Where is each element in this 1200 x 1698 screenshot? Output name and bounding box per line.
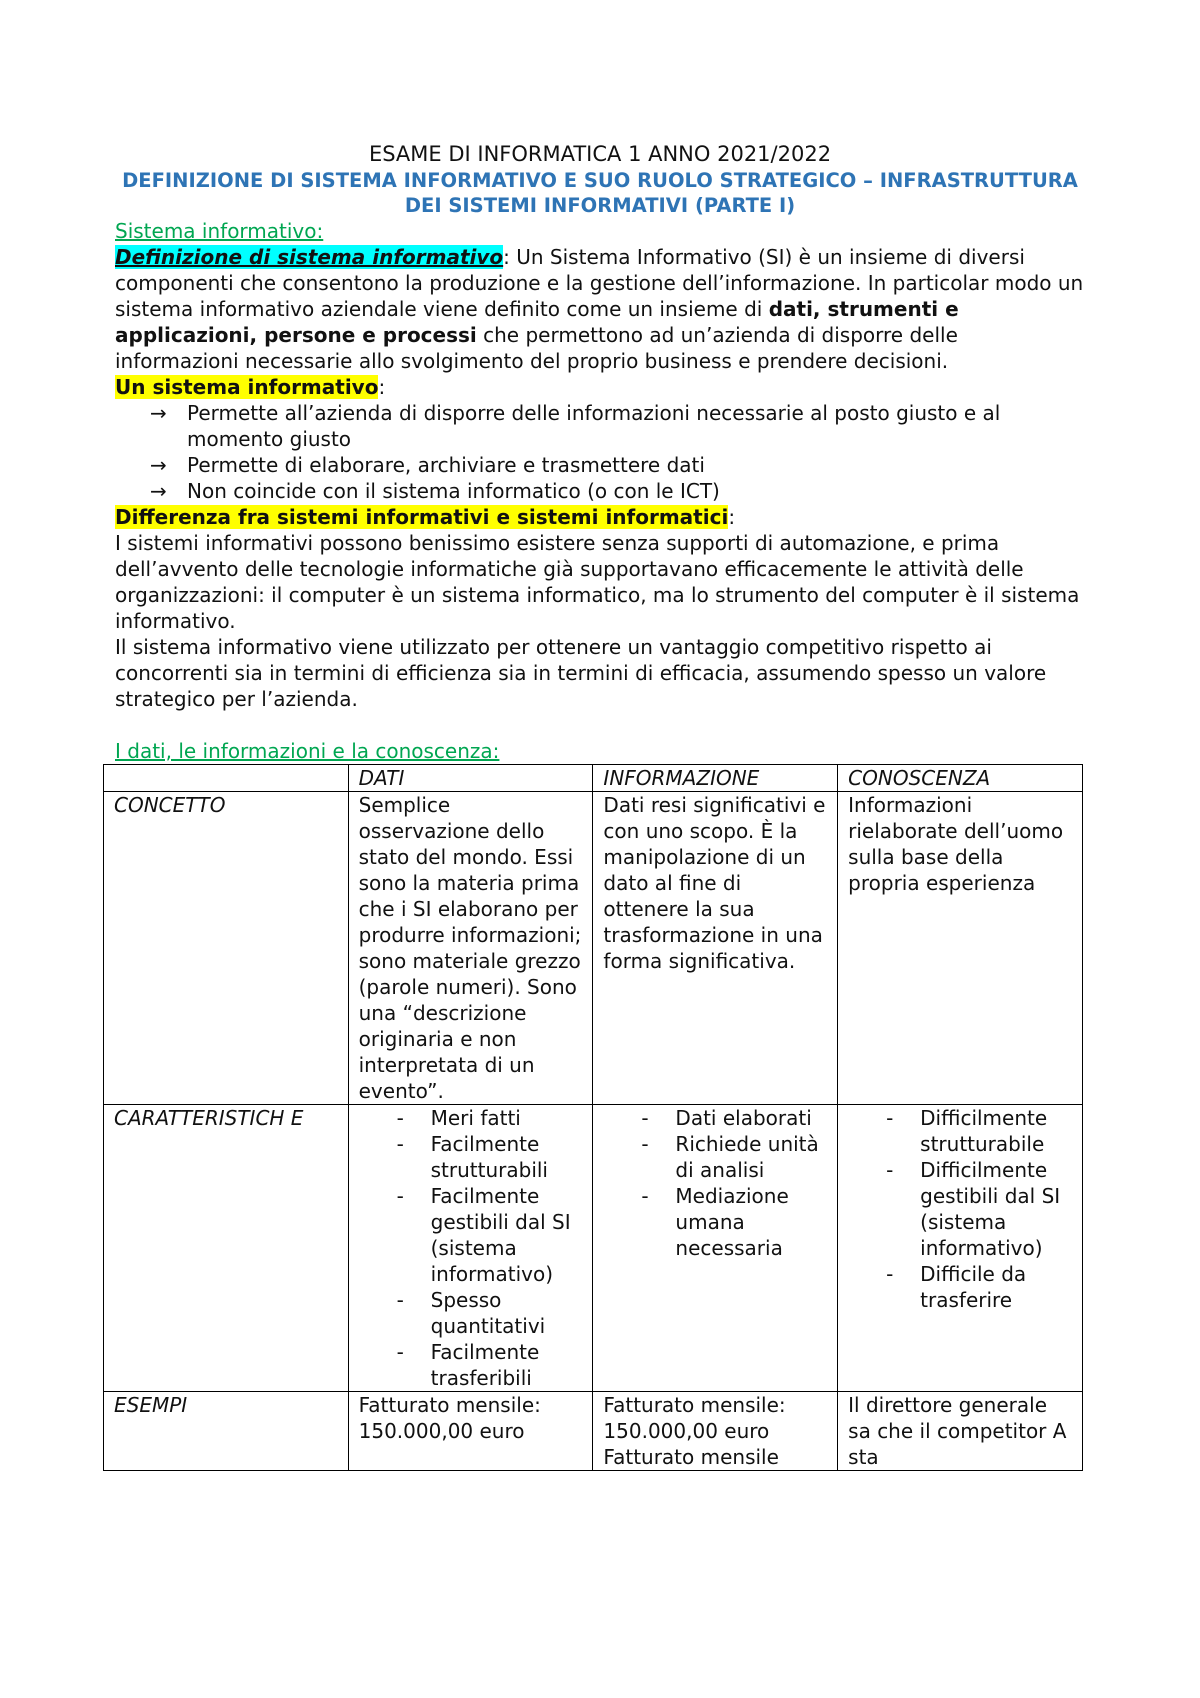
- table-header-row: [104, 765, 1083, 792]
- table-header-cell: CONOSCENZA: [838, 765, 1083, 792]
- document-subtitle: DEFINIZIONE DI SISTEMA INFORMATIVO E SUO RUOLO STRATEGICO – INFRASTRUTTURA DEI SISTEMI INFORMATIVI (PARTE I): [122, 169, 1078, 217]
- table-cell: Fatturato mensile: 150.000,00 euro Fatturato mensile: [593, 1392, 838, 1471]
- table-header-cell: DATI: [348, 765, 593, 792]
- difference-label: Differenza fra sistemi informativi e sistemi informatici: [115, 505, 729, 529]
- table-cell: Fatturato mensile: 150.000,00 euro: [348, 1392, 593, 1471]
- difference-label-line: [115, 504, 1085, 530]
- table-row: [104, 1105, 1083, 1392]
- row-header-esempi: ESEMPI: [104, 1392, 349, 1471]
- table-header-cell: [104, 765, 349, 792]
- dash-list: [848, 1105, 1072, 1313]
- list-item: [848, 1105, 1072, 1157]
- list-item-text: Difficile da trasferire: [920, 1262, 1027, 1312]
- list-item: [359, 1105, 583, 1131]
- dash-icon: -: [396, 1106, 404, 1130]
- si-bullet-list: [115, 400, 1085, 504]
- si-colon: :: [378, 375, 386, 399]
- list-item-text: Mediazione umana necessaria: [675, 1184, 789, 1260]
- table-cell: [838, 1105, 1083, 1392]
- list-item-text: Facilmente strutturabili: [430, 1132, 548, 1182]
- dash-icon: -: [396, 1184, 404, 1208]
- list-item: [603, 1183, 827, 1261]
- table-cell: [348, 1105, 593, 1392]
- table-cell: Semplice osservazione dello stato del mondo. Essi sono la materia prima che i SI elaborano per produrre informazioni; sono materiale grezzo (parole numeri). Sono una “descrizione originaria e non interpretata di un evento”.: [348, 792, 593, 1105]
- arrow-icon: →: [150, 479, 167, 503]
- list-item-text: Difficilmente strutturabile: [920, 1106, 1048, 1156]
- list-item-text: Spesso quantitativi: [430, 1288, 546, 1338]
- list-item: [359, 1339, 583, 1391]
- dash-icon: -: [641, 1184, 649, 1208]
- list-item: [359, 1287, 583, 1339]
- list-item-text: Permette di elaborare, archiviare e trasmettere dati: [187, 453, 705, 477]
- table-cell: Dati resi significativi e con uno scopo. È la manipolazione di un dato al fine di ottenere la sua trasformazione in una forma significativa.: [593, 792, 838, 1105]
- dash-icon: -: [641, 1106, 649, 1130]
- arrow-icon: →: [150, 401, 167, 425]
- list-item: [359, 1131, 583, 1183]
- list-item: [603, 1131, 827, 1183]
- difference-paragraph-2: Il sistema informativo viene utilizzato per ottenere un vantaggio competitivo rispetto ai concorrenti sia in termini di efficienza sia in termini di efficacia, assumendo spesso un valore strategico per l’azienda.: [115, 635, 1047, 711]
- dash-icon: -: [396, 1288, 404, 1312]
- difference-paragraph-1: I sistemi informativi possono benissimo esistere senza supporti di automazione, e prima dell’avvento delle tecnologie informatiche già supportavano efficacemente le attività delle organizzazioni: il computer è un sistema informatico, ma lo strumento del computer è il sistema informativo.: [115, 531, 1080, 633]
- definition-label: Definizione di sistema informativo: [115, 245, 504, 269]
- list-item-text: Richiede unità di analisi: [675, 1132, 819, 1182]
- row-header-concetto: CONCETTO: [104, 792, 349, 1105]
- dash-icon: -: [641, 1132, 649, 1156]
- arrow-icon: →: [150, 453, 167, 477]
- list-item: [848, 1261, 1072, 1313]
- definition-paragraph: [115, 244, 1085, 374]
- document-page: [115, 140, 1085, 1471]
- dash-list: [603, 1105, 827, 1261]
- section-heading-sistema-informativo: Sistema informativo:: [115, 219, 324, 243]
- table-cell: Il direttore generale sa che il competitor A sta: [838, 1392, 1083, 1471]
- table-row: [104, 1392, 1083, 1471]
- si-label-line: [115, 374, 1085, 400]
- list-item-text: Meri fatti: [430, 1106, 521, 1130]
- list-item-text: Dati elaborati: [675, 1106, 812, 1130]
- table-cell: [593, 1105, 838, 1392]
- spacer: [115, 712, 1085, 738]
- definition-bold-terms: dati, strumenti e applicazioni, persone e processi: [115, 297, 959, 347]
- table-header-cell: INFORMAZIONE: [593, 765, 838, 792]
- dash-icon: -: [886, 1158, 894, 1182]
- dash-list: [359, 1105, 583, 1391]
- list-item: [150, 452, 1085, 478]
- list-item-text: Facilmente trasferibili: [430, 1340, 540, 1390]
- list-item-text: Non coincide con il sistema informatico (o con le ICT): [187, 479, 720, 503]
- document-title: ESAME DI INFORMATICA 1 ANNO 2021/2022: [368, 142, 832, 166]
- list-item-text: Facilmente gestibili dal SI (sistema informativo): [430, 1184, 571, 1286]
- list-item: [359, 1183, 583, 1287]
- section-heading-dati-informazioni: I dati, le informazioni e la conoscenza:: [115, 739, 500, 763]
- table-row: [104, 792, 1083, 1105]
- difference-colon: :: [728, 505, 736, 529]
- list-item: [150, 400, 1085, 452]
- list-item: [848, 1157, 1072, 1261]
- dash-icon: -: [886, 1106, 894, 1130]
- list-item-text: Difficilmente gestibili dal SI (sistema informativo): [920, 1158, 1061, 1260]
- dash-icon: -: [396, 1132, 404, 1156]
- definition-text-2: che permettono ad un’azienda di disporre delle informazioni necessarie allo svolgimento del proprio business e prendere decisioni.: [115, 323, 958, 373]
- dash-icon: -: [396, 1340, 404, 1364]
- dash-icon: -: [886, 1262, 894, 1286]
- definition-text-1: : Un Sistema Informativo (SI) è un insieme di diversi componenti che consentono la produzione e la gestione dell’informazione. In particolar modo un sistema informativo aziendale viene definito come un insieme di: [115, 245, 1084, 321]
- list-item: [150, 478, 1085, 504]
- si-label: Un sistema informativo: [115, 375, 379, 399]
- list-item-text: Permette all’azienda di disporre delle informazioni necessarie al posto giusto e al momento giusto: [187, 401, 1001, 451]
- knowledge-table: [103, 764, 1083, 1471]
- table-cell: Informazioni rielaborate dell’uomo sulla base della propria esperienza: [838, 792, 1083, 1105]
- row-header-caratteristiche: CARATTERISTICH E: [104, 1105, 349, 1392]
- list-item: [603, 1105, 827, 1131]
